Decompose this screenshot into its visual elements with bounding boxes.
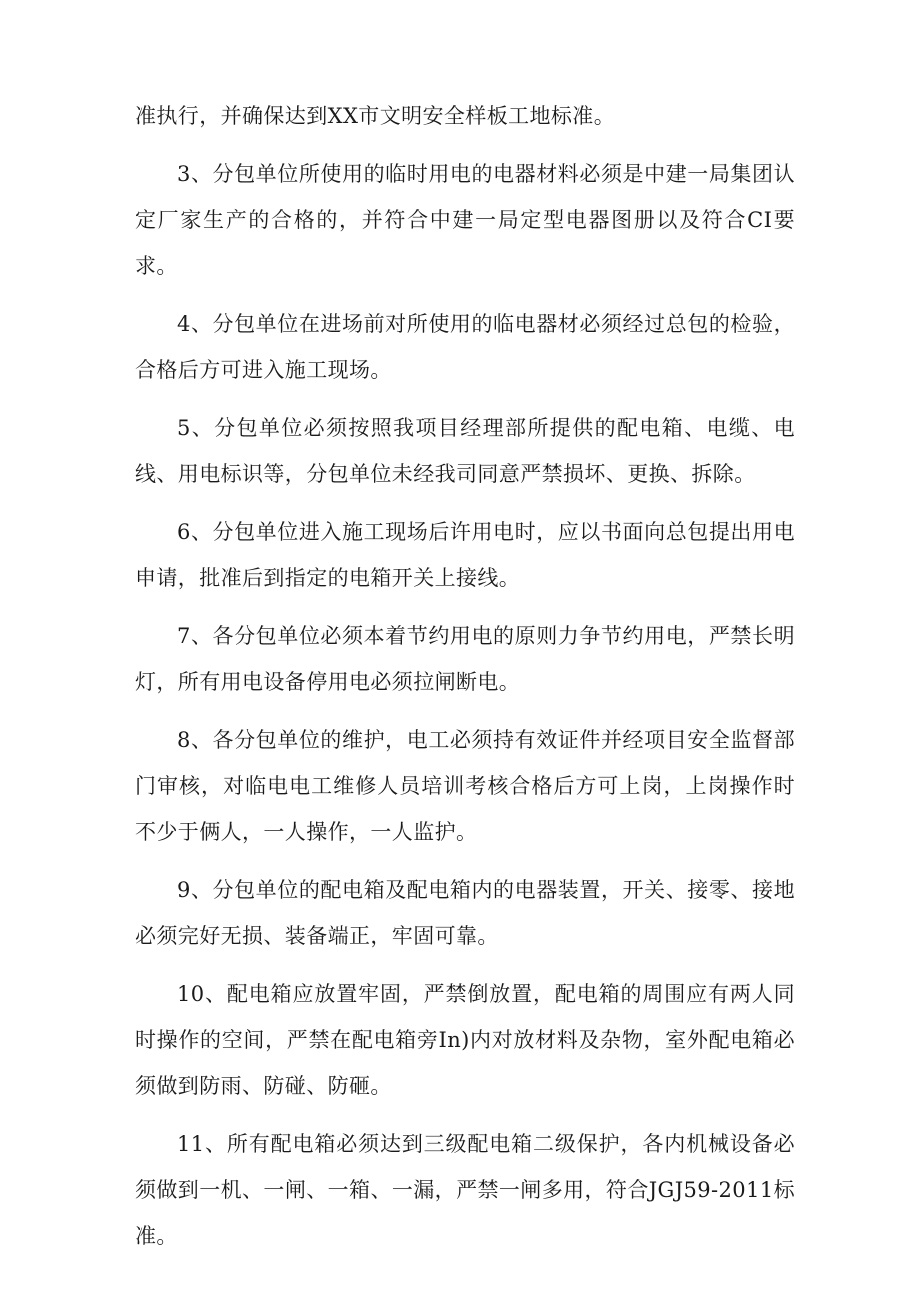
paragraph-item-3: 3、分包单位所使用的临时用电的电器材料必须是中建一局集团认定厂家生产的合格的，并符合中建一局定型电器图册以及符合CI要求。 xyxy=(135,162,795,278)
document-body xyxy=(135,93,795,1271)
paragraph-item-6: 6、分包单位进入施工现场后许用电时，应以书面向总包提出用电申请，批准后到指定的电箱开关上接线。 xyxy=(135,520,795,590)
paragraph-item-8: 8、各分包单位的维护，电工必须持有效证件并经项目安全监督部门审核，对临电电工维修人员培训考核合格后方可上岗，上岗操作时不少于俩人，一人操作，一人监护。 xyxy=(135,728,795,844)
paragraph-item-7: 7、各分包单位必须本着节约用电的原则力争节约用电，严禁长明灯，所有用电设备停用电必须拉闸断电。 xyxy=(135,624,795,694)
paragraph-item-5: 5、分包单位必须按照我项目经理部所提供的配电箱、电缆、电线、用电标识等，分包单位未经我司同意严禁损坏、更换、拆除。 xyxy=(135,416,795,486)
paragraph-item-9: 9、分包单位的配电箱及配电箱内的电器装置，开关、接零、接地必须完好无损、装备端正，牢固可靠。 xyxy=(135,878,795,948)
paragraph-item-10: 10、配电箱应放置牢固，严禁倒放置，配电箱的周围应有两人同时操作的空间，严禁在配电箱旁In)内对放材料及杂物，室外配电箱必须做到防雨、防碰、防砸。 xyxy=(135,982,795,1098)
paragraph-item-4: 4、分包单位在进场前对所使用的临电器材必须经过总包的检验，合格后方可进入施工现场。 xyxy=(135,312,795,382)
paragraph-continuation: 准执行，并确保达到XX市文明安全样板工地标准。 xyxy=(135,104,616,128)
paragraph-item-11: 11、所有配电箱必须达到三级配电箱二级保护，各内机械设备必须做到一机、一闸、一箱、一漏，严禁一闸多用，符合JGJ59-2011标准。 xyxy=(135,1132,795,1248)
